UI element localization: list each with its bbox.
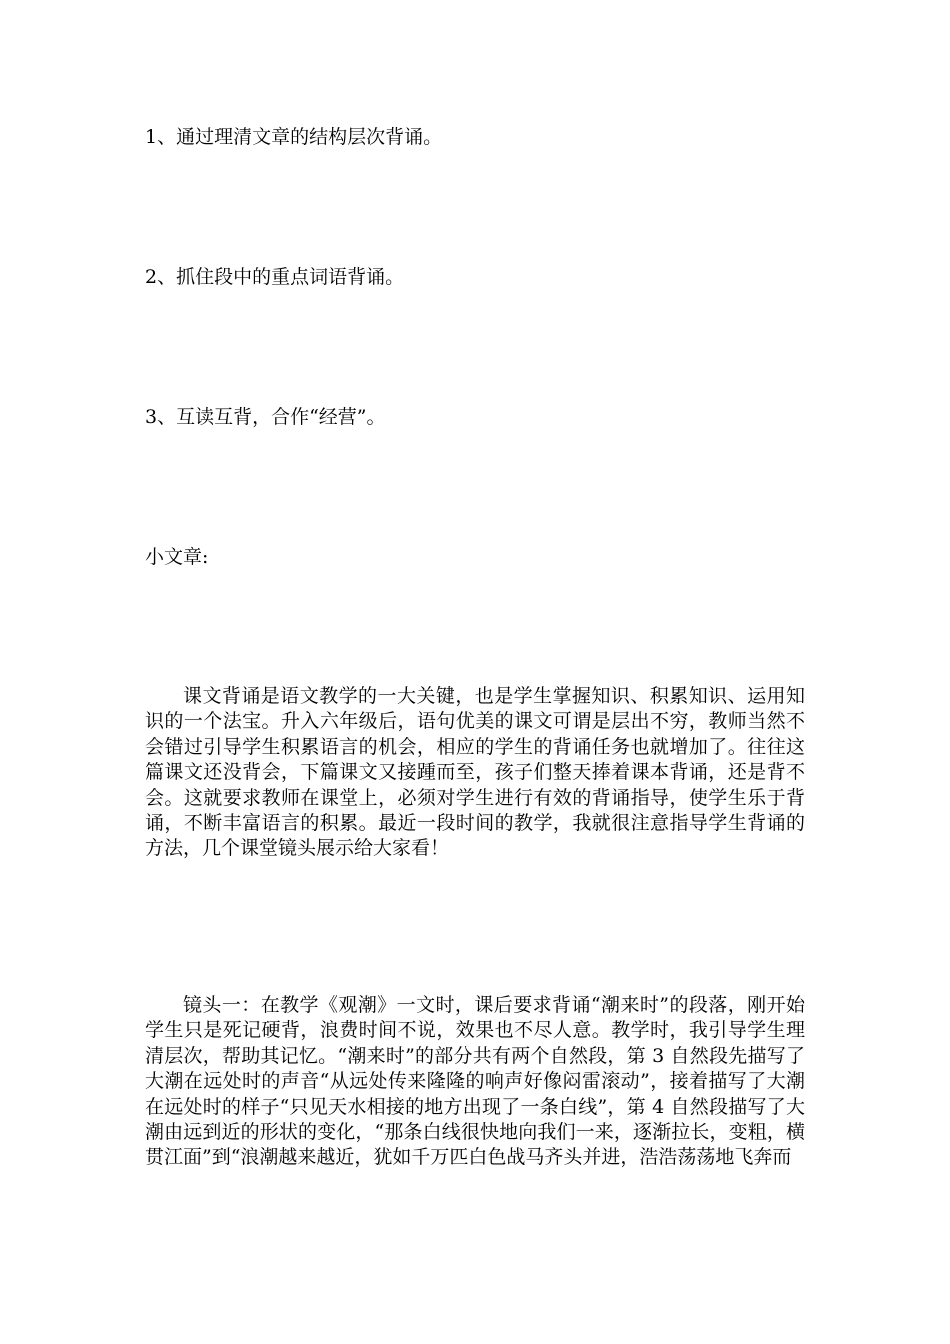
- list-item-structure: 1、通过理清文章的结构层次背诵。: [145, 126, 443, 148]
- body-paragraph-intro: 课文背诵是语文教学的一大关键，也是学生掌握知识、积累知识、运用知识的一个法宝。升入六年级后，语句优美的课文可谓是层出不穷，教师当然不会错过引导学生积累语言的机会，相应的学生的背诵任务也就增加了。往往这篇课文还没背会，下篇课文又接踵而至，孩子们整天捧着课本背诵，还是背不会。这就要求教师在课堂上，必须对学生进行有效的背诵指导，使学生乐于背诵，不断丰富语言的积累。最近一段时间的教学，我就很注意指导学生背诵的方法，几个课堂镜头展示给大家看！: [145, 685, 805, 860]
- list-item-keywords: 2、抓住段中的重点词语背诵。: [145, 266, 405, 288]
- section-label: 小文章:: [145, 546, 209, 568]
- list-item-cooperation: 3、互读互背，合作“经营”。: [145, 406, 386, 428]
- body-paragraph-scene-one: 镜头一：在教学《观潮》一文时，课后要求背诵“潮来时”的段落，刚开始学生只是死记硬背，浪费时间不说，效果也不尽人意。教学时，我引导学生理清层次，帮助其记忆。“潮来时”的部分共有两个自然段，第 3 自然段先描写了大潮在远处时的声音“从远处传来隆隆的响声好像闷雷滚动”，接着描写了大潮在远处时的样子“只见天水相接的地方出现了一条白线”，第 4 自然段描写了大潮由远到近的形状的变化，“那条白线很快地向我们一来，逐渐拉长，变粗，横贯江面”到“浪潮越来越近，犹如千万匹白色战马齐头并进，浩浩荡荡地飞奔而: [145, 994, 805, 1169]
